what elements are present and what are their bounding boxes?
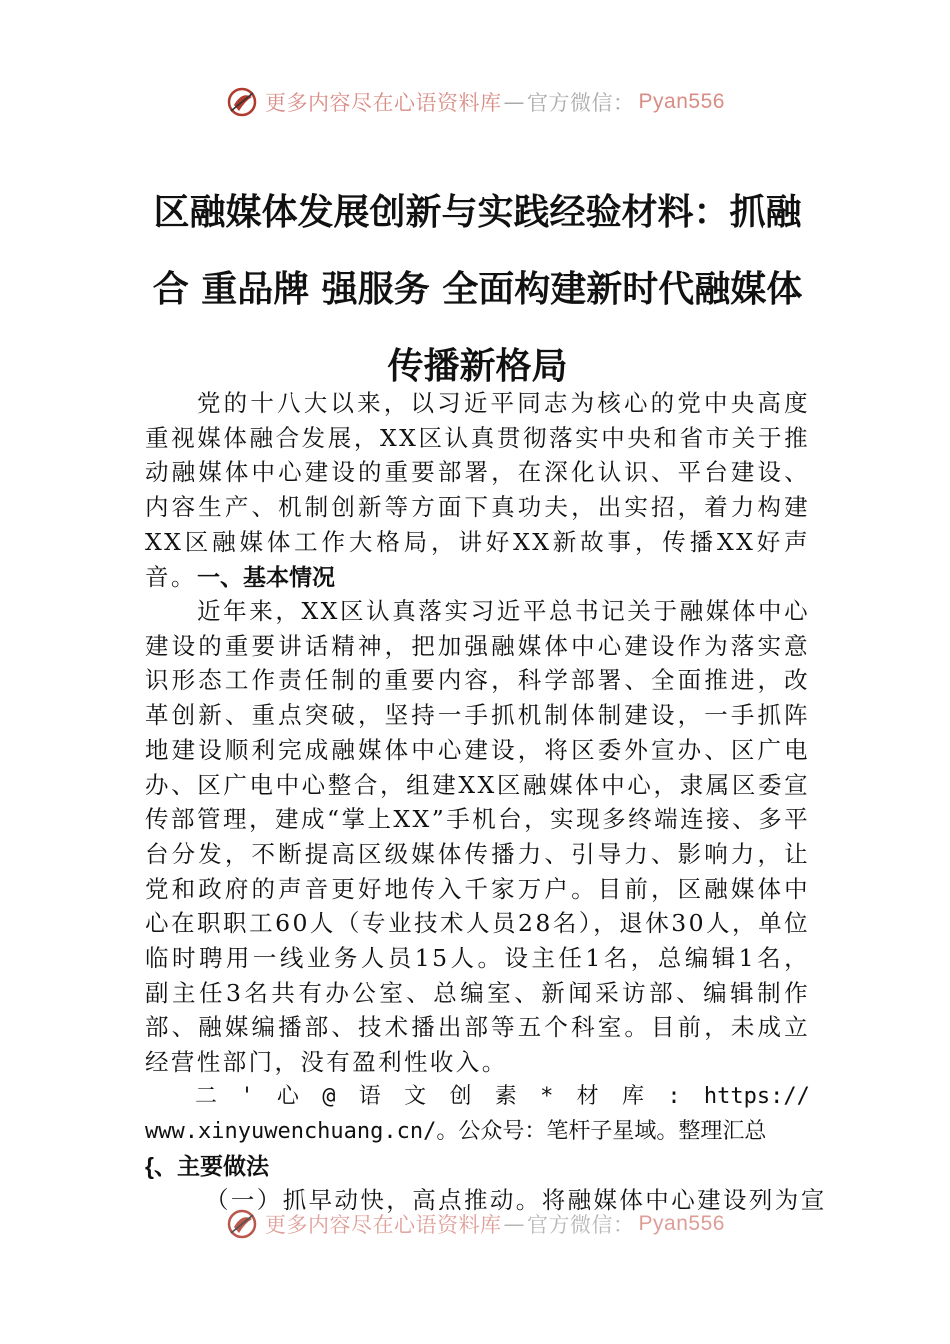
promo-char: : (667, 1084, 681, 1109)
watermark-text: 更多内容尽在心语资料库 (265, 1213, 502, 1237)
promo-char: 素 (494, 1084, 517, 1109)
promo-char: ' (240, 1084, 254, 1109)
promo-char: 二 (195, 1084, 218, 1109)
seal-logo-icon (225, 85, 259, 119)
promo-text (145, 1080, 810, 1149)
watermark-wechat-id: Pyan556 (638, 1212, 725, 1235)
promo-char: 文 (404, 1084, 427, 1109)
watermark-wechat-label: 官方微信： (527, 1213, 635, 1237)
promo-char: @ (322, 1084, 336, 1109)
promo-char: 语 (358, 1084, 381, 1109)
promo-line-1 (145, 1080, 810, 1115)
watermark-text: 更多内容尽在心语资料库 (265, 91, 502, 115)
watermark-separator: — (503, 90, 526, 114)
section-heading-practices: {、主要做法 (145, 1153, 269, 1179)
document-title: 区融媒体发展创新与实践经验材料：抓融合 重品牌 强服务 全面构建新时代融媒体传播新格局 (152, 191, 803, 387)
basic-situation-paragraph: 近年来，XX区认真落实习近平总书记关于融媒体中心建设的重要讲话精神，把加强融媒体中心建设作为落实意识形态工作责任制的重要内容，科学部署、全面推进，改革创新、重点突破，坚持一手抓机制体制建设，一手抓阵地建设顺利完成融媒体中心建设，将区委外宣办、区广电办、区广电中心整合，组建XX区融媒体中心，隶属区委宣传部管理，建成“掌上XX”手机台，实现多终端连接、多平台分发，不断提高区级媒体传播力、引导力、影响力，让党和政府的声音更好地传入千家万户。目前，区融媒体中心在职职工60人（专业技术人员28名），退休30人，单位临时聘用一线业务人员15人。设主任1名，总编辑1名，副主任3名共有办公室、总编室、新闻采访部、编辑制作部、融媒编播部、技术播出部等五个科室。目前，未成立经营性部门，没有盈利性收入。 (145, 597, 810, 1077)
watermark-wechat-label: 官方微信： (527, 91, 635, 115)
watermark-header (0, 84, 950, 120)
promo-char: 库 (621, 1084, 644, 1109)
promo-line-2: www.xinyuwenchuang.cn/。公众号：笔杆子星域。整理汇总 (145, 1118, 767, 1144)
intro-paragraph: 党的十八大以来，以习近平同志为核心的党中央高度重视媒体融合发展，XX区认真贯彻落实中央和省市关于推动融媒体中心建设的重要部署，在深化认识、平台建设、内容生产、机制创新等方面下真功夫，出实招，着力构建XX区融媒体工作大格局，讲好XX新故事，传播XX好声音。 (145, 389, 810, 591)
promo-url-start: https:// (703, 1084, 810, 1109)
section-heading-basic: 一、基本情况 (197, 564, 335, 590)
watermark-footer (0, 1206, 950, 1242)
watermark-wechat-id: Pyan556 (638, 90, 725, 113)
promo-char: * (540, 1084, 554, 1109)
seal-logo-icon (225, 1207, 259, 1241)
practice-paragraph-start: （一）抓早动快，高点推动。将融媒体中心建设列为宣 (205, 1186, 827, 1214)
promo-char: 心 (276, 1084, 299, 1109)
promo-char: 材 (576, 1084, 599, 1109)
watermark-separator: — (503, 1212, 526, 1236)
promo-char: 创 (449, 1084, 472, 1109)
